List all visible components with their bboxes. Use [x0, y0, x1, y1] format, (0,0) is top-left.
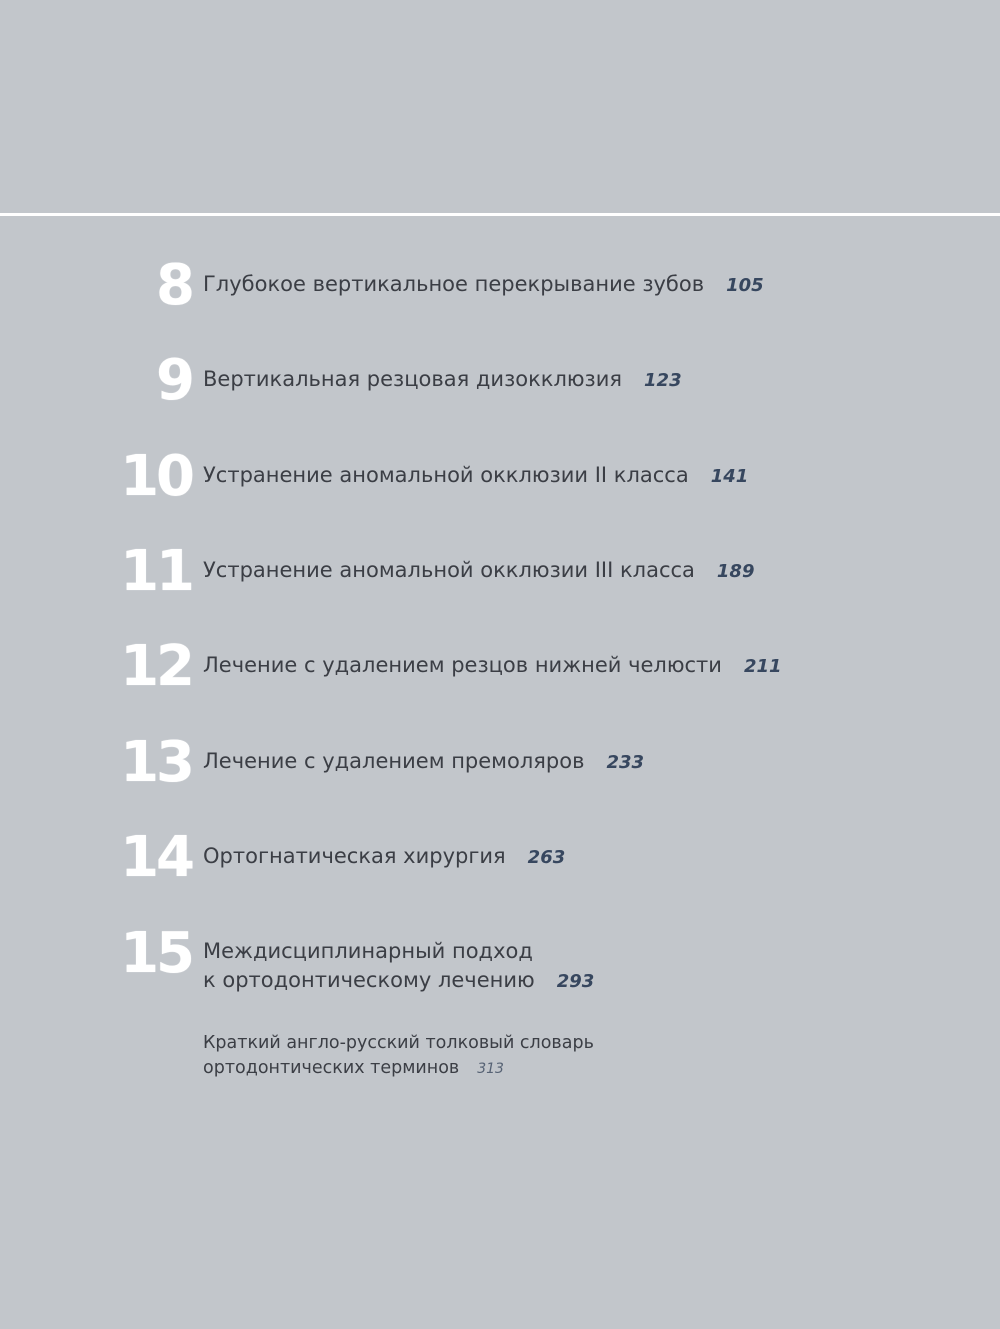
chapter-title-text: Устранение аномальной окклюзии III класса: [203, 558, 695, 582]
chapter-number: 12: [120, 634, 192, 699]
chapter-number: 11: [120, 539, 192, 604]
chapter-title: [203, 270, 764, 300]
chapter-page-number: 233: [606, 752, 645, 773]
chapter-number: 8: [156, 253, 192, 318]
chapter-title-line-2: к ортодонтическому лечению: [203, 968, 535, 992]
chapter-title-text: Лечение с удалением премоляров: [203, 749, 585, 773]
chapter-page-number: 293: [556, 971, 595, 992]
chapter-title: [203, 365, 682, 395]
chapter-title: [203, 747, 644, 777]
chapter-title-text: Глубокое вертикальное перекрывание зубов: [203, 272, 705, 296]
chapter-title-text: Вертикальная резцовая дизокклюзия: [203, 367, 623, 391]
chapter-title: [203, 937, 594, 996]
chapter-number: 15: [120, 921, 192, 986]
chapter-number: 14: [120, 825, 192, 890]
chapter-number: 13: [120, 730, 192, 795]
chapter-number: 10: [120, 444, 192, 509]
chapter-page-number: 123: [644, 370, 682, 391]
glossary-title-line-2: ортодонтических терминов: [203, 1058, 460, 1078]
chapter-page-number: 189: [716, 561, 755, 582]
glossary-page-number: 313: [477, 1061, 504, 1077]
chapter-page-number: 141: [710, 466, 749, 487]
chapter-title: [203, 556, 754, 586]
chapter-title-text: Лечение с удалением резцов нижней челюсти: [203, 653, 722, 677]
chapter-number: 9: [156, 348, 192, 413]
chapter-title-text: Устранение аномальной окклюзии II класса: [203, 463, 689, 487]
chapter-title: [203, 651, 782, 681]
glossary-entry[interactable]: [203, 1031, 594, 1082]
glossary-title-line-1: Краткий англо-русский толковый словарь: [203, 1033, 594, 1053]
chapter-page-number: 211: [743, 656, 782, 677]
chapter-page-number: 105: [726, 275, 764, 296]
chapter-title: [203, 461, 748, 491]
header-divider-line: [0, 213, 1000, 216]
chapter-page-number: 263: [527, 847, 566, 868]
chapter-title: [203, 842, 565, 872]
chapter-title-line-1: Междисциплинарный подход: [203, 939, 533, 963]
chapter-title-text: Ортогнатическая хирургия: [203, 844, 506, 868]
